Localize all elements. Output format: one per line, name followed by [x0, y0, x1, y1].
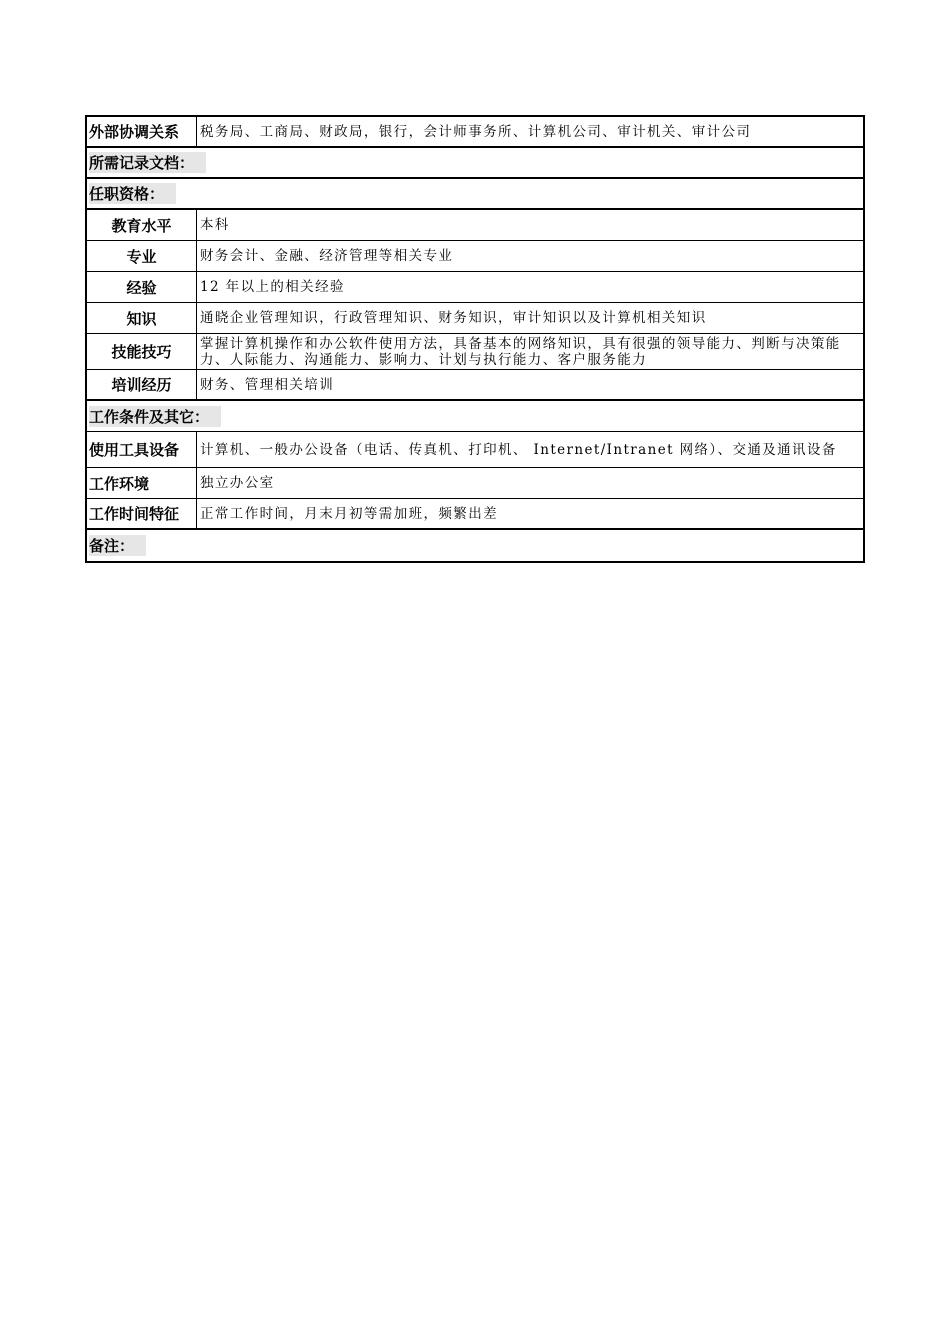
required-docs-heading	[87, 148, 208, 177]
work-time-value: 正常工作时间，月末月初等需加班，频繁出差	[200, 505, 498, 522]
education-value: 本科	[200, 217, 230, 233]
environment-label: 工作环境	[87, 468, 197, 498]
knowledge-value: 通晓企业管理知识，行政管理知识、财务知识，审计知识以及计算机相关知识	[200, 310, 707, 326]
experience-label: 经验	[87, 272, 197, 302]
work-time-label: 工作时间特征	[87, 499, 197, 528]
row-environment	[87, 468, 863, 499]
row-experience	[87, 272, 863, 303]
work-conditions-heading	[87, 401, 223, 431]
major-label: 专业	[87, 241, 197, 271]
major-value: 财务会计、金融、经济管理等相关专业	[200, 248, 454, 264]
education-label: 教育水平	[87, 210, 197, 240]
row-required-docs	[87, 148, 863, 179]
row-training	[87, 370, 863, 401]
external-relations-label: 外部协调关系	[87, 117, 197, 146]
job-description-table	[85, 115, 865, 563]
skills-value: 掌握计算机操作和办公软件使用方法，具备基本的网络知识，具有很强的领导能力、判断与决策能力、人际能力、沟通能力、影响力、计划与执行能力、客户服务能力	[200, 335, 841, 368]
skills-label: 技能技巧	[87, 334, 197, 369]
experience-value: 12 年以上的相关经验	[200, 279, 345, 295]
row-education	[87, 210, 863, 241]
row-major	[87, 241, 863, 272]
row-qualifications	[87, 179, 863, 210]
qualifications-heading	[87, 179, 178, 208]
row-skills	[87, 334, 863, 370]
remarks-label: 备注：	[89, 535, 146, 556]
tools-value: 计算机、一般办公设备（电话、传真机、打印机、 Internet/Intranet 网络）、交通及通讯设备	[200, 441, 837, 458]
required-docs-label: 所需记录文档：	[89, 152, 206, 173]
training-label: 培训经历	[87, 370, 197, 399]
remarks-heading	[87, 530, 148, 561]
row-external-relations	[87, 117, 863, 148]
environment-value: 独立办公室	[200, 475, 275, 491]
row-remarks	[87, 530, 863, 561]
training-value: 财务、管理相关培训	[200, 376, 335, 393]
qualifications-label: 任职资格：	[89, 183, 176, 204]
row-work-time	[87, 499, 863, 530]
row-work-conditions	[87, 401, 863, 432]
knowledge-label: 知识	[87, 303, 197, 333]
external-relations-value: 税务局、工商局、财政局，银行，会计师事务所、计算机公司、审计机关、审计公司	[200, 123, 752, 140]
row-knowledge	[87, 303, 863, 334]
work-conditions-label: 工作条件及其它：	[89, 406, 221, 427]
tools-label: 使用工具设备	[87, 432, 197, 467]
row-tools	[87, 432, 863, 468]
